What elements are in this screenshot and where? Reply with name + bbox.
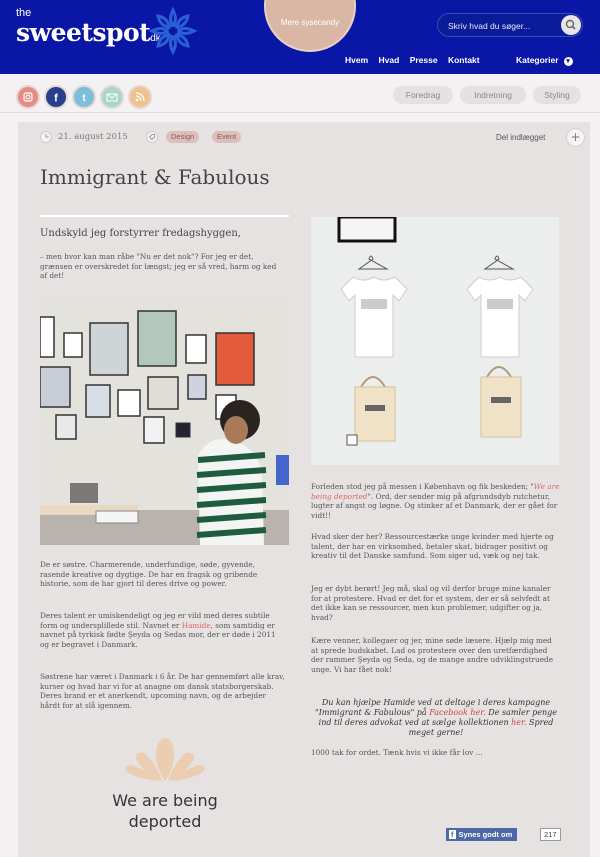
- tag-icon: [146, 131, 158, 143]
- email-icon[interactable]: [100, 85, 124, 109]
- rss-icon[interactable]: [128, 85, 152, 109]
- nav-item-hvem[interactable]: Hvem: [345, 55, 369, 65]
- svg-text:t: t: [82, 93, 86, 104]
- search-box: [437, 13, 583, 37]
- left-paragraph-3-text-b: , som samtidig er navnet på tyrkisk fødte Şeyda og Sedas mor, der er døde i 2011 og er begravet i Danmark.: [40, 620, 276, 650]
- left-paragraph-2: De er søstre. Charmerende, underfundige, søde, gyvende, rasende kreative og dygtige. De har en fragsk og gribende historie, som de har gjort til deres drive og power.: [40, 560, 258, 589]
- logo-the: the: [16, 7, 32, 19]
- medallion-label: Mere sysecandy: [280, 18, 340, 27]
- post-title: Immigrant & Fabulous: [40, 165, 270, 189]
- right-paragraph-2: Hvad sker der her? Ressourcestærke unge kvinder med hjerte og talent, der har en virksomhed, betaler skat, bidrager positivt og kreativ til det Danske samfund. Som siger ud, væk og nej tak.: [311, 532, 554, 561]
- eyecandy-medallion[interactable]: [264, 0, 356, 52]
- artist-photo: [40, 295, 289, 545]
- categories-label: Kategorier: [516, 55, 559, 65]
- facebook-campaign-link[interactable]: Facebook her.: [429, 708, 486, 717]
- facebook-like-icon: f: [451, 830, 454, 839]
- flower-logo-icon: [148, 6, 198, 56]
- instagram-icon[interactable]: [16, 85, 40, 109]
- nav-item-hvad[interactable]: Hvad: [378, 55, 400, 65]
- left-paragraph-3: [40, 611, 285, 650]
- site-logo[interactable]: [16, 8, 161, 46]
- tag-design[interactable]: Design: [166, 131, 199, 143]
- nav-item-kontakt[interactable]: Kontakt: [447, 55, 480, 65]
- right-paragraph-4: Kære venner, kollegaer og jer, mine søde læsere. Hjælp mig med at sprede budskabet. Lad os protestere over den uretfærdighed der rammer Şeyda og Seda, og de mange andre udviklingstruede unge. Vi har fået nok!: [311, 636, 554, 675]
- help-text-b: De samler penge ind til deres advokat ved at sælge kollektionen: [318, 708, 557, 727]
- collection-link[interactable]: her.: [511, 718, 527, 727]
- tshirts-photo: [311, 217, 559, 465]
- facebook-like-button[interactable]: [446, 828, 517, 841]
- svg-text:f: f: [54, 92, 58, 105]
- help-text-c: Spred meget gerne!: [408, 718, 554, 737]
- post-subtitle: Undskyld jeg forstyrrer fredagshyggen,: [40, 228, 241, 239]
- right-paragraph-1-text-a: Forleden stod jeg på messen i København og fik beskeden; ": [311, 482, 534, 491]
- help-text-a: Du kan hjælpe Hamide ved at deltage i deres kampagne "Immigrant & Fabulous" på: [315, 698, 551, 717]
- search-input[interactable]: [446, 17, 558, 34]
- right-paragraph-3: Jeg er dybt berørt! Jeg må, skal og vil derfor bruge mine kanaler for at protestere. Hvad er det for et system, der er så selvfedt at det ikke kan se ressourcer, men kun problemer, udgifter og ja, hvad?: [311, 584, 551, 623]
- category-pill-indretning[interactable]: Indretning: [460, 86, 526, 104]
- deported-quote: We are being deported: [311, 482, 560, 501]
- logo-suffix: dk: [150, 33, 161, 44]
- nav-item-presse[interactable]: Presse: [409, 55, 438, 65]
- categories-menu[interactable]: [516, 55, 573, 66]
- search-button[interactable]: [561, 15, 581, 35]
- chevron-down-icon: ▾: [564, 57, 573, 66]
- like-label: Synes godt om: [458, 830, 513, 839]
- hamide-link[interactable]: Hamide: [181, 620, 211, 630]
- right-paragraph-1: [311, 482, 561, 521]
- left-paragraph-4: Søstrene har været i Danmark i 6 år. De har gennemført alle krav, kurser og hvad har vi for at anagne om dansk statsborgerskab. Deres brand er et anerkendt, upcoming navn, og de arbejder hårdt for at slå igennem.: [40, 672, 285, 711]
- logo-main: sweetspot: [16, 18, 151, 47]
- twitter-icon[interactable]: [72, 85, 96, 109]
- help-callout: [311, 698, 561, 738]
- main-nav: [345, 55, 488, 65]
- deported-logo-text: We are being deported: [112, 791, 218, 831]
- site-header: [0, 0, 600, 74]
- share-label: Del indlægget: [496, 133, 546, 142]
- clock-icon: [40, 131, 52, 143]
- thanks-text: 1000 tak for ordet. Tænk hvis vi ikke får lov ...: [311, 748, 483, 757]
- category-pill-foredrag[interactable]: Foredrag: [393, 86, 453, 104]
- title-underline: [40, 215, 289, 217]
- like-count: 217: [540, 828, 561, 841]
- share-button[interactable]: +: [566, 128, 585, 147]
- post-date: 21. august 2015: [58, 132, 128, 142]
- search-icon: [561, 15, 581, 35]
- left-paragraph-3-text-a: Deres talent er umiskendeligt og jeg er vild med deres subtile form og undersplillede stil. Navnet er: [40, 611, 270, 630]
- right-paragraph-1-text-b: ". Ord, der sender mig på afgrundsdyb rutchetur, lugter af angst og løgne. Og stinker af et Danmark, der er gået for vidt!!: [311, 491, 558, 521]
- header-divider: [0, 112, 600, 113]
- tag-event[interactable]: Event: [212, 131, 241, 143]
- facebook-icon[interactable]: [44, 85, 68, 109]
- feather-logo-icon: [122, 733, 208, 783]
- category-pill-styling[interactable]: Styling: [533, 86, 581, 104]
- left-paragraph-1: – men hvor kan man råbe "Nu er det nok"? For jeg er det, grænsen er overskredet for længst; jeg er så vred, harm og ked af det!: [40, 252, 277, 281]
